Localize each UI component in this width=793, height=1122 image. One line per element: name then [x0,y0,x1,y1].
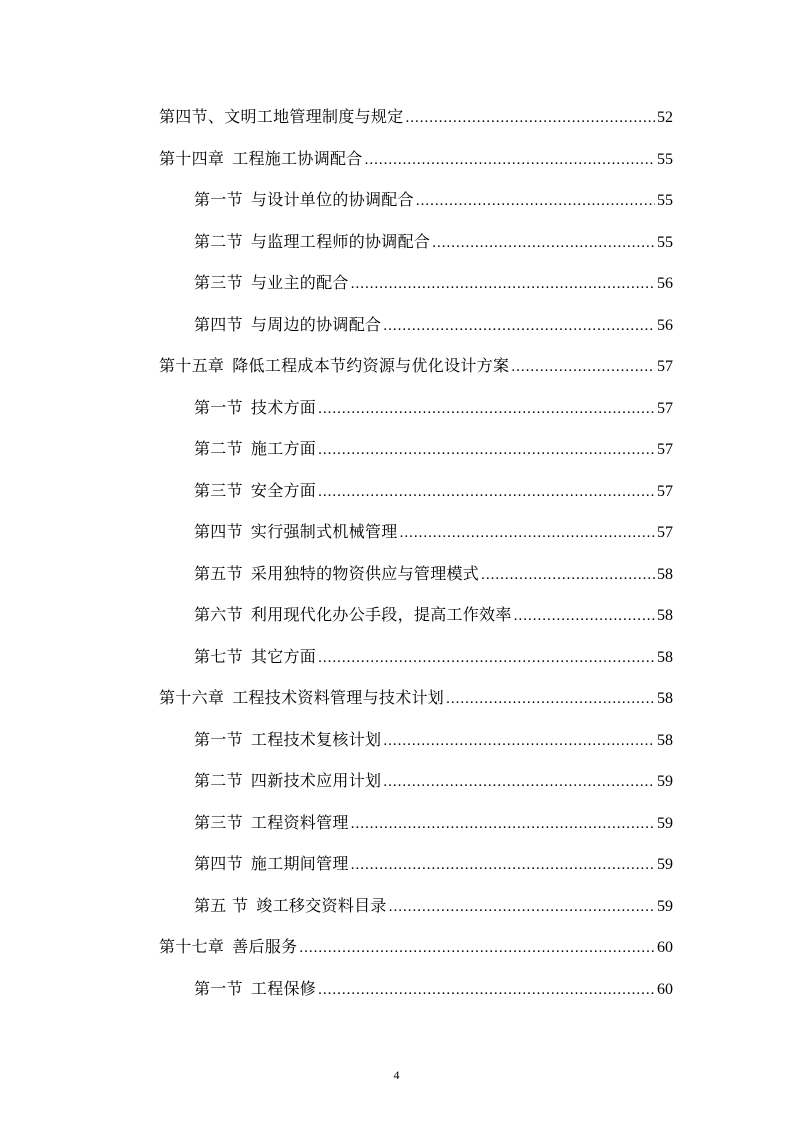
toc-entry-title [194,435,316,463]
toc-page-number: 58 [657,690,673,707]
toc-entry-section [194,394,673,422]
toc-entry-label: 第一节 [194,190,243,209]
toc-entry-label: 第四节 [194,522,243,541]
toc-page-number: 55 [657,151,673,168]
toc-entry-title [194,560,479,588]
toc-entry-section [194,435,673,463]
toc-entry-text: 利用现代化办公手段，提高工作效率 [250,605,512,624]
toc-dot-leader [406,104,655,132]
toc-entry-text: 施工方面 [250,439,317,458]
toc-entry-label: 第四节 [194,315,243,334]
toc-dot-leader [511,353,655,381]
toc-entry-title [194,477,316,505]
toc-dot-leader [299,934,655,962]
toc-entry-title [194,767,381,795]
toc-dot-leader [351,270,655,298]
toc-entry-text: 降低工程成本节约资源与优化设计方案 [232,356,510,375]
toc-entry-section [194,726,673,754]
toc-page-number: 57 [657,483,673,500]
toc-page-number: 59 [657,898,673,915]
toc-entry-label: 第四节 [194,854,243,873]
toc-dot-leader [351,810,655,838]
toc-dot-leader [389,893,655,921]
toc-entry-title [159,933,297,961]
toc-entry-label: 第十四章 [159,149,225,168]
toc-entry-title [194,809,349,837]
toc-entry-section [194,643,673,671]
toc-entry-text: 四新技术应用计划 [250,771,382,790]
toc-entry-label: 第五节 [194,564,243,583]
toc-entry-label: 第一节 [194,979,243,998]
toc-entry-section [194,311,673,339]
toc-entry-section [159,103,673,131]
toc-page-number: 59 [657,815,673,832]
toc-entry-text: 工程施工协调配合 [232,149,363,168]
toc-entry-section [194,601,673,629]
toc-dot-leader [383,312,655,340]
toc-entry-chapter [159,145,673,173]
toc-page-number: 57 [657,400,673,417]
toc-entry-text: 工程技术资料管理与技术计划 [232,688,445,707]
toc-entry-chapter [159,684,673,712]
toc-entry-section [194,560,673,588]
toc-entry-label: 第二节 [194,439,243,458]
toc-page-number: 56 [657,317,673,334]
toc-entry-text: 安全方面 [250,481,317,500]
toc-dot-leader [351,851,655,879]
toc-entry-label: 第七节 [194,647,243,666]
toc-dot-leader [514,602,655,630]
toc-entry-text: 工程技术复核计划 [250,730,382,749]
toc-entry-text: 与监理工程师的协调配合 [250,232,431,251]
toc-dot-leader [318,644,655,672]
toc-entry-title [194,269,349,297]
toc-page-number: 55 [657,192,673,209]
toc-dot-leader [416,187,655,215]
toc-entry-text: 善后服务 [232,937,298,956]
toc-entry-title [194,518,398,546]
toc-entry-text: 与周边的协调配合 [250,315,382,334]
toc-entry-section [194,850,673,878]
toc-page-number: 56 [657,275,673,292]
toc-dot-leader [400,519,655,547]
toc-entry-label: 第二节 [194,232,243,251]
toc-entry-title [159,684,444,712]
toc-entry-section [194,186,673,214]
toc-dot-leader [318,436,655,464]
toc-entry-title [194,394,316,422]
toc-entry-title [159,145,363,173]
toc-entry-text: 工程保修 [250,979,317,998]
toc-entry-title [194,643,316,671]
toc-entry-label: 第三节 [194,813,243,832]
toc-entry-text: 施工期间管理 [250,854,349,873]
toc-dot-leader [432,229,655,257]
toc-entry-chapter [159,933,673,961]
toc-entry-section [194,892,673,920]
toc-page-number: 58 [657,732,673,749]
toc-page-number: 59 [657,856,673,873]
toc-page-number: 60 [657,939,673,956]
toc-entry-section [194,228,673,256]
toc-entry-label: 第十七章 [159,937,225,956]
toc-entry-title [194,228,430,256]
toc-entry-section [194,518,673,546]
toc-entry-title [159,352,509,380]
toc-entry-label: 第十六章 [159,688,225,707]
toc-entry-section [194,269,673,297]
toc-entry-text: 技术方面 [250,398,317,417]
toc-entry-section [194,767,673,795]
toc-entry-label: 第二节 [194,771,243,790]
toc-entry-label: 第六节 [194,605,243,624]
toc-page-number: 58 [657,566,673,583]
toc-entry-section [194,809,673,837]
toc-page-number: 59 [657,773,673,790]
toc-entry-title [194,601,512,629]
toc-page-number: 60 [657,981,673,998]
toc-page-number: 57 [657,524,673,541]
toc-dot-leader [365,146,655,174]
toc-dot-leader [481,561,655,589]
toc-page-number: 58 [657,607,673,624]
toc-entry-label: 第五 节 [194,896,249,915]
page-number: 4 [393,1068,400,1082]
toc-entry-chapter [159,352,673,380]
toc-entry-label: 第三节 [194,273,243,292]
toc-entry-text: 竣工移交资料目录 [256,896,387,915]
toc-page-number: 55 [657,234,673,251]
toc-entry-label: 第十五章 [159,356,225,375]
toc-dot-leader [318,395,655,423]
toc-entry-label: 第一节 [194,730,243,749]
toc-page-number: 57 [657,358,673,375]
toc-dot-leader [383,727,655,755]
toc-dot-leader [446,685,655,713]
toc-entry-text: 与设计单位的协调配合 [250,190,414,209]
toc-entry-title [194,726,381,754]
toc-entry-text: 与业主的配合 [250,273,349,292]
toc-entry-section [194,477,673,505]
toc-entry-text: 采用独特的物资供应与管理模式 [250,564,480,583]
toc-dot-leader [318,976,655,1004]
toc-dot-leader [318,478,655,506]
toc-entry-title [194,311,381,339]
toc-entry-text: 实行强制式机械管理 [250,522,398,541]
toc-page-number: 57 [657,441,673,458]
toc-entry-title [194,975,316,1003]
toc-page-number: 58 [657,649,673,666]
toc-page-number: 52 [657,109,673,126]
toc-entry-text: 工程资料管理 [250,813,349,832]
toc-entry-label: 第三节 [194,481,243,500]
toc-dot-leader [383,768,655,796]
toc-entry-label: 第一节 [194,398,243,417]
toc-entry-title: 第四节、文明工地管理制度与规定 [159,107,404,126]
toc-entry-title [194,186,414,214]
toc-entry-text: 其它方面 [250,647,317,666]
toc-entry-title [194,850,349,878]
toc-entry-title [194,892,387,920]
toc-entry-section [194,975,673,1003]
